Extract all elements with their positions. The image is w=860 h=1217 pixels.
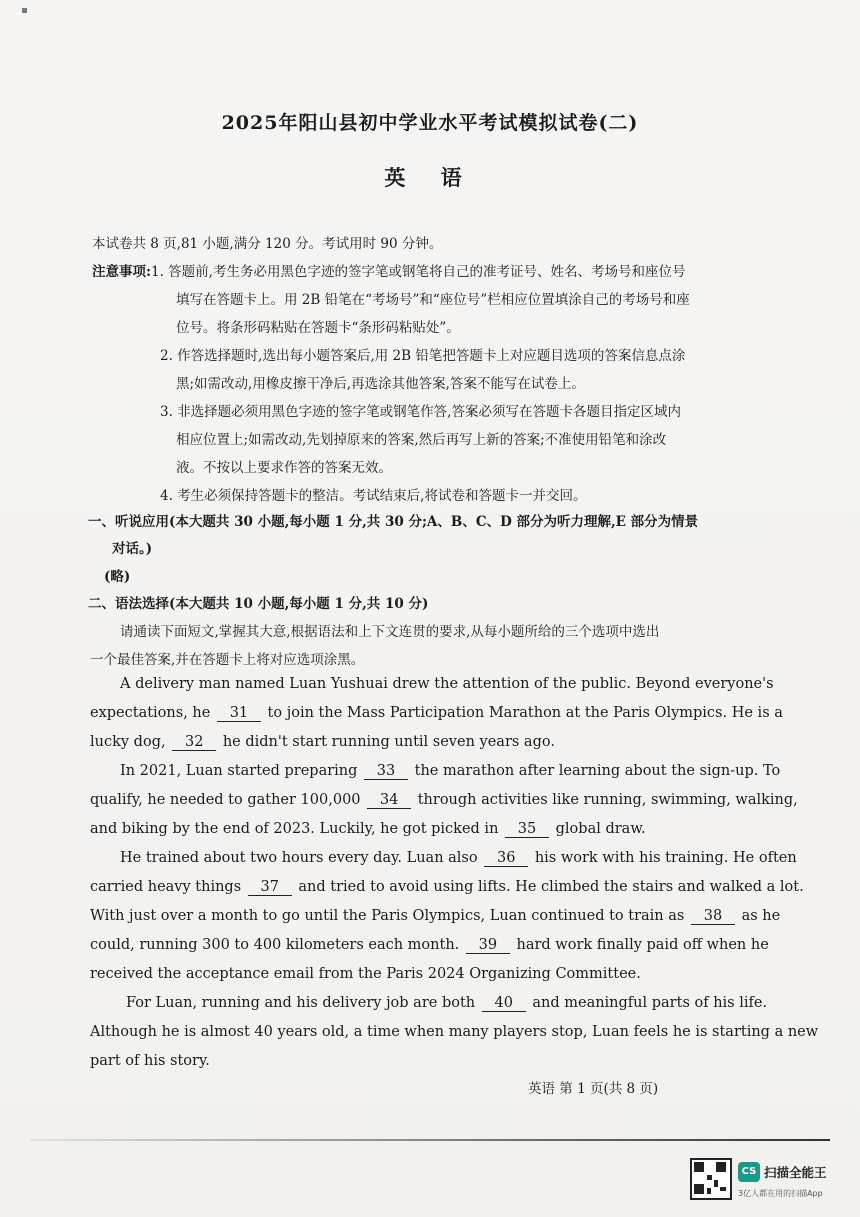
- section-2-instructions: 请通读下面短文,掌握其大意,根据语法和上下文连贯的要求,从每小题所给的三个选项中选出: [120, 624, 660, 640]
- notes-block: [92, 260, 685, 280]
- passage-text: and meaningful parts of his life.: [532, 995, 768, 1011]
- passage-line: [120, 850, 797, 867]
- blank-32: 32: [172, 734, 216, 751]
- note-1-line-3: 位号。将条形码粘贴在答题卡“条形码粘贴处”。: [176, 320, 460, 336]
- passage-line: A delivery man named Luan Yushuai drew the attention of the public. Beyond everyone's: [120, 676, 774, 692]
- passage-line: [90, 908, 780, 925]
- blank-33: 33: [364, 763, 408, 780]
- section-1-heading: 一、听说应用(本大题共 30 小题,每小题 1 分,共 30 分;A、B、C、D 部分为听力理解,E 部分为情景: [88, 514, 699, 530]
- blank-34: 34: [367, 792, 411, 809]
- page-bottom-rule: [30, 1139, 830, 1141]
- passage-text: his work with his training. He often: [534, 850, 797, 866]
- camscanner-tagline: 3亿人都在用的扫描App: [738, 1189, 823, 1198]
- passage-text: and biking by the end of 2023. Luckily, he got picked in: [90, 821, 499, 837]
- passage-text: he didn't start running until seven years ago.: [222, 734, 555, 750]
- blank-31: 31: [217, 705, 261, 722]
- section-1-heading-cont: 对话。): [112, 541, 153, 557]
- passage-text: global draw.: [555, 821, 646, 837]
- passage-text: the marathon after learning about the sign-up. To: [414, 763, 781, 779]
- note-4-line-1: 4. 考生必须保持答题卡的整洁。考试结束后,将试卷和答题卡一并交回。: [160, 488, 587, 504]
- note-3-line-2: 相应位置上;如需改动,先划掉原来的答案,然后再写上新的答案;不准使用铅笔和涂改: [176, 432, 667, 448]
- corner-mark: [22, 8, 27, 13]
- passage-text: could, running 300 to 400 kilometers each month.: [90, 937, 460, 953]
- note-3-line-1: 3. 非选择题必须用黑色字迹的签字笔或钢笔作答,答案必须写在答题卡各题目指定区域内: [160, 404, 681, 420]
- qr-code-icon: [690, 1158, 732, 1200]
- blank-39: 39: [466, 937, 510, 954]
- passage-line: [90, 879, 804, 896]
- blank-40: 40: [482, 995, 526, 1012]
- blank-35: 35: [505, 821, 549, 838]
- section-2-instructions-cont: 一个最佳答案,并在答题卡上将对应选项涂黑。: [90, 652, 365, 668]
- passage-line: Although he is almost 40 years old, a time when many players stop, Luan feels he is starting a new: [90, 1024, 819, 1040]
- note-2-line-2: 黑;如需改动,用橡皮擦干净后,再选涂其他答案,答案不能写在试卷上。: [176, 376, 585, 392]
- passage-line: [90, 937, 769, 954]
- blank-37: 37: [248, 879, 292, 896]
- passage-line: [90, 821, 646, 838]
- passage-text: as he: [741, 908, 781, 924]
- passage-text: to join the Mass Participation Marathon at the Paris Olympics. He is a: [267, 705, 783, 721]
- passage-text: expectations, he: [90, 705, 211, 721]
- camscanner-logo-icon: CS: [738, 1162, 760, 1182]
- camscanner-name: 扫描全能王: [764, 1165, 827, 1180]
- passage-line: [126, 995, 767, 1012]
- exam-title: 2025年阳山县初中学业水平考试模拟试卷(二): [221, 112, 639, 134]
- passage-line: [90, 734, 555, 751]
- note-2-line-1: 2. 作答选择题时,选出每小题答案后,用 2B 铅笔把答题卡上对应题目选项的答案信息点涂: [160, 348, 686, 364]
- passage-text: In 2021, Luan started preparing: [120, 763, 358, 779]
- subject-title: 英 语: [384, 165, 476, 190]
- blank-38: 38: [691, 908, 735, 925]
- passage-line: [90, 792, 798, 809]
- passage-text: He trained about two hours every day. Luan also: [120, 850, 478, 866]
- note-3-line-3: 液。不按以上要求作答的答案无效。: [176, 460, 392, 476]
- passage-line: [120, 763, 780, 780]
- passage-line: received the acceptance email from the Paris 2024 Organizing Committee.: [90, 966, 641, 982]
- passage-text: through activities like running, swimming, walking,: [417, 792, 798, 808]
- notes-label: 注意事项:: [92, 264, 151, 280]
- passage-text: carried heavy things: [90, 879, 242, 895]
- page-number: 英语 第 1 页(共 8 页): [528, 1081, 659, 1097]
- passage-text: With just over a month to go until the Paris Olympics, Luan continued to train as: [90, 908, 685, 924]
- note-1-line-1: 1. 答题前,考生务必用黑色字迹的签字笔或钢笔将自己的准考证号、姓名、考场号和座位号: [150, 264, 686, 280]
- passage-text: For Luan, running and his delivery job are both: [126, 995, 476, 1011]
- passage-line: [90, 705, 783, 722]
- passage-text: and tried to avoid using lifts. He climbed the stairs and walked a lot.: [298, 879, 804, 895]
- section-2-heading: 二、语法选择(本大题共 10 小题,每小题 1 分,共 10 分): [88, 596, 429, 612]
- section-1-omitted: (略): [104, 569, 131, 585]
- note-1-line-2: 填写在答题卡上。用 2B 铅笔在“考场号”和“座位号”栏相应位置填涂自己的考场号和座: [176, 292, 690, 308]
- passage-text: qualify, he needed to gather 100,000: [90, 792, 361, 808]
- blank-36: 36: [484, 850, 528, 867]
- passage-text: hard work finally paid off when he: [516, 937, 769, 953]
- passage-line: part of his story.: [90, 1053, 210, 1069]
- passage-text: lucky dog,: [90, 734, 166, 750]
- exam-intro: 本试卷共 8 页,81 小题,满分 120 分。考试用时 90 分钟。: [92, 236, 443, 252]
